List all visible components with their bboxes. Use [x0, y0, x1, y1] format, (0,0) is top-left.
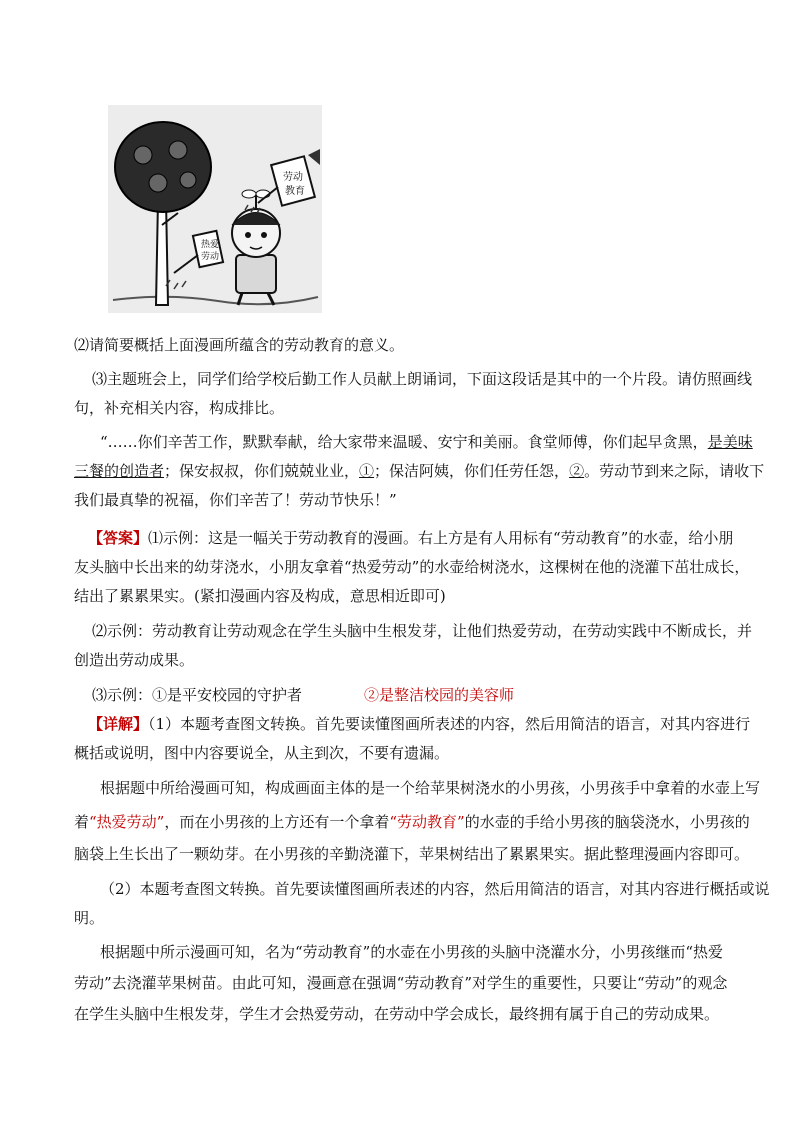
- underlined-example: 是美味: [707, 433, 753, 451]
- quote-line-2: [74, 459, 765, 483]
- quote-line-3: 我们最真挚的祝福，你们辛苦了！劳动节快乐！”: [74, 491, 397, 509]
- detail-p1-line-3: 脑袋上生长出了一颗幼芽。在小男孩的辛勤浇灌下，苹果树结出了累累果实。据此整理漫画内容即可。: [74, 845, 750, 863]
- question-3-line-1: ⑶主题班会上，同学们给学校后勤工作人员献上朗诵词，下面这段话是其中的一个片段。请仿照画线: [92, 370, 753, 388]
- answer-text: ⑴示例：这是一幅关于劳动教育的漫画。右上方是有人用标有“劳动教育”的水壶，给小朋: [148, 529, 734, 547]
- right-can-label-2: 教育: [285, 186, 305, 197]
- highlight-labor-education: “劳动教育”: [389, 813, 465, 831]
- answer-line-1: [88, 526, 738, 550]
- highlight-love-labor: “热爱劳动”: [89, 813, 165, 831]
- detail-text: 的水壶的手给小男孩的脑袋浇水，小男孩的: [464, 813, 750, 831]
- detail-tag: 【详解】: [88, 715, 149, 733]
- answer-3-item-2: ②是整洁校园的美容师: [364, 686, 515, 704]
- cartoon-drawing: [108, 105, 322, 313]
- right-can-label-1: 劳动: [283, 172, 303, 183]
- quote-text: ；保洁阿姨，你们任劳任怨，: [374, 462, 570, 480]
- answer-2-line-2: 创造出劳动成果。: [74, 651, 195, 669]
- blank-1: ①: [359, 462, 375, 480]
- answer-3-label: ⑶示例：: [92, 686, 153, 704]
- question-3-line-2: 句，补充相关内容，构成排比。: [74, 399, 285, 417]
- quote-line-1: [100, 430, 753, 454]
- detail-line-1: [88, 712, 751, 736]
- detail-p2-line-2: 劳动”去浇灌苹果树苗。由此可知，漫画意在强调“劳动教育”对学生的重要性，只要让“劳动”的观念: [74, 974, 728, 992]
- detail-text: 着: [74, 813, 90, 831]
- cartoon-figure: [108, 105, 322, 313]
- answer-3-item-1: ①是平安校园的守护者: [152, 686, 303, 704]
- detail-text: （1）本题考查图文转换。首先要读懂图画所表述的内容，然后用简洁的语言，对其内容进行: [148, 715, 751, 733]
- detail-p1-line-2: [74, 810, 750, 834]
- detail-2-line-1: （2）本题考查图文转换。首先要读懂图画所表述的内容，然后用简洁的语言，对其内容进行概括或说: [100, 880, 770, 898]
- left-can-label-2: 劳动: [201, 252, 220, 262]
- quote-text: ；保安叔叔，你们兢兢业业，: [164, 462, 360, 480]
- left-can-label-1: 热爱: [201, 240, 220, 250]
- answer-line-2: 友头脑中长出来的幼芽浇水，小朋友拿着“热爱劳动”的水壶给树浇水，这棵树在他的浇灌下茁壮成长，: [74, 558, 750, 576]
- detail-p2-line-1: 根据题中所示漫画可知，名为“劳动教育”的水壶在小男孩的头脑中浇灌水分，小男孩继而“热爱: [100, 943, 724, 961]
- underlined-example-cont: 三餐的创造者: [74, 462, 165, 480]
- answer-2-line-1: ⑵示例：劳动教育让劳动观念在学生头脑中生根发芽，让他们热爱劳动，在劳动实践中不断成长，并: [92, 622, 753, 640]
- detail-p1-line-1: 根据题中所给漫画可知，构成画面主体的是一个给苹果树浇水的小男孩，小男孩手中拿着的水壶上写: [100, 779, 761, 797]
- blank-2: ②: [569, 462, 585, 480]
- answer-3: [92, 683, 742, 707]
- answer-line-3: 结出了累累果实。(紧扣漫画内容及构成，意思相近即可): [74, 587, 446, 605]
- detail-2-line-2: 明。: [74, 909, 105, 927]
- detail-p2-line-3: 在学生头脑中生根发芽，学生才会热爱劳动，在劳动中学会成长，最终拥有属于自己的劳动成果。: [74, 1005, 720, 1023]
- detail-text: ，而在小男孩的上方还有一个拿着: [164, 813, 390, 831]
- detail-line-2: 概括或说明，图中内容要说全，从主到次，不要有遗漏。: [74, 744, 450, 762]
- question-2: ⑵请简要概括上面漫画所蕴含的劳动教育的意义。: [74, 336, 405, 354]
- quote-text: 。劳动节到来之际，请收下: [584, 462, 765, 480]
- answer-tag: 【答案】: [88, 529, 149, 547]
- quote-text: “……你们辛苦工作，默默奉献，给大家带来温暖、安宁和美丽。食堂师傅，你们起早贪黑，: [100, 433, 708, 451]
